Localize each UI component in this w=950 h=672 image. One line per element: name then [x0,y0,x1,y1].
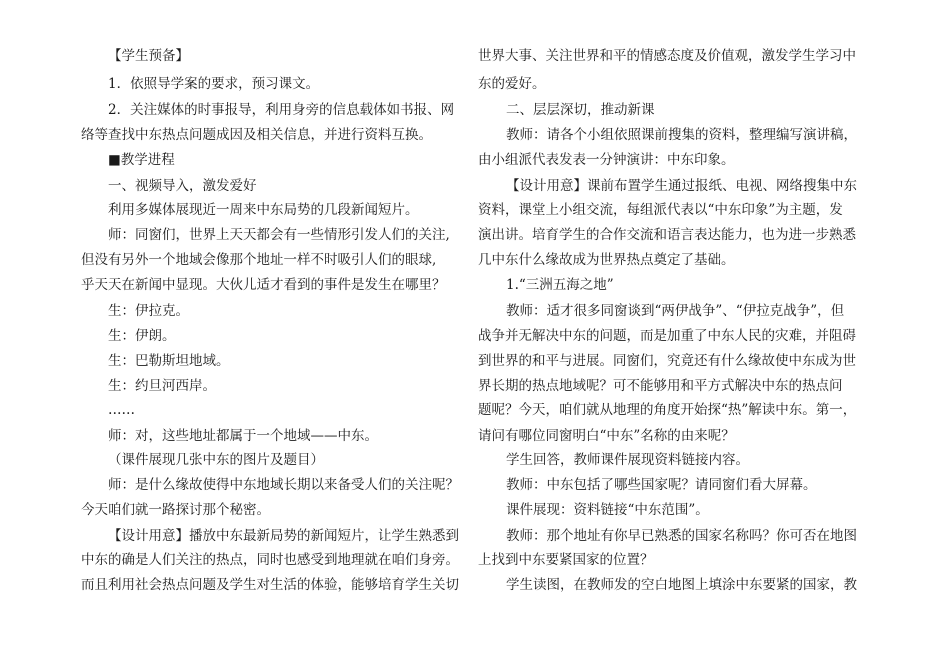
left-line-6: 利用多媒体展现近一周来中东局势的几段新闻短片。 [108,202,419,218]
right-line-17: 教师：中东包括了哪些国家呢？请同窗们看大屏幕。 [506,477,817,493]
left-line-15: 师：对，这些地址都属于一个地域——中东。 [108,428,378,444]
right-line-0: 世界大事、关注世界和平的情感态度及价值观，激发学生学习中 [478,48,856,64]
right-line-18: 课件展现：资料链接“中东范围”。 [506,502,709,518]
left-heading-student-prep: 【学生预备】 [108,48,189,64]
left-line-9: 乎天天在新闻中显现。大伙儿适才看到的事件是发生在哪里？ [81,277,446,293]
right-line-6: 资料，课堂上小组交流，每组派代表以“中东印象”为主题，发 [478,202,843,218]
right-line-21: 学生读图，在教师发的空白地图上填涂中东要紧的国家，教 [506,577,857,593]
right-line-7: 演出讲。培育学生的合作交流和语言表达能力，也为进一步熟悉 [478,227,856,243]
right-line-8: 几中东什么缘故成为世界热点奠定了基础。 [478,252,735,268]
right-line-5: 【设计用意】课前布置学生通过报纸、电视、网络搜集中东 [506,178,857,194]
left-line-10: 生：伊拉克。 [108,303,189,319]
left-line-11: 生：伊朗。 [108,328,176,344]
left-line-3: 络等查找中东热点问题成因及相关信息，并进行资料互换。 [81,127,432,143]
left-line-2: 2．关注媒体的时事报导，利用身旁的信息载体如书报、网 [108,102,455,118]
left-line-7: 师：同窗们，世界上天天都会有一些情形引发人们的关注, [108,227,450,243]
right-line-4: 由小组派代表发表一分钟演讲：中东印象。 [478,152,735,168]
left-line-18: 今天咱们就一路探讨那个秘密。 [81,502,270,518]
left-line-14: …… [108,402,135,418]
right-line-15: 请问有哪位同窗明白“中东”名称的由来呢？ [478,428,735,444]
right-line-12: 到世界的和平与进展。同窗们，究竟还有什么缘故使中东成为世 [478,353,856,369]
right-line-3: 教师：请各个小组依照课前搜集的资料，整理编写演讲稿， [506,127,857,143]
right-line-20: 上找到中东要紧国家的位置？ [478,552,654,568]
left-line-19: 【设计用意】播放中东最新局势的新闻短片，让学生熟悉到 [108,528,459,544]
left-line-16: （课件展现几张中东的图片及题目） [108,452,324,468]
left-line-21: 而且利用社会热点问题及学生对生活的体验，能够培育学生关切 [81,577,459,593]
left-line-12: 生：巴勒斯坦地域。 [108,353,230,369]
left-line-1: 1．依照导学案的要求，预习课文。 [108,76,320,92]
right-subheading-1: 1.“三洲五海之地” [506,277,614,293]
left-line-20: 中东的确是人们关注的热点，同时也感受到地理就在咱们身旁。 [81,552,459,568]
right-line-11: 战争并无解决中东的问题，而是加重了中东人民的灾难，并阻碍 [478,328,856,344]
right-line-13: 界长期的热点地域呢？可不能够用和平方式解决中东的热点问 [478,378,843,394]
right-line-1: 东的爱好。 [478,76,546,92]
right-line-14: 题呢？今天，咱们就从地理的角度开始探“热”解读中东。第一， [478,402,857,418]
right-line-16: 学生回答，教师课件展现资料链接内容。 [506,452,749,468]
left-line-17: 师：是什么缘故使得中东地域长期以来备受人们的关注呢？ [108,477,459,493]
right-section-2-heading: 二、层层深切，推动新课 [506,102,655,118]
right-line-19: 教师：那个地址有你早已熟悉的国家名称吗？你可否在地图 [506,528,857,544]
left-section-1-heading: 一、视频导入，激发爱好 [108,178,257,194]
left-line-8: 但没有另外一个地域会像那个地址一样不时吸引人们的眼球, [81,252,437,268]
right-line-10: 教师：适才很多同窗谈到“两伊战争”、“伊拉克战争”，但 [506,303,845,319]
left-heading-teaching-process: ■教学进程 [108,152,175,168]
left-line-13: 生：约旦河西岸。 [108,378,216,394]
